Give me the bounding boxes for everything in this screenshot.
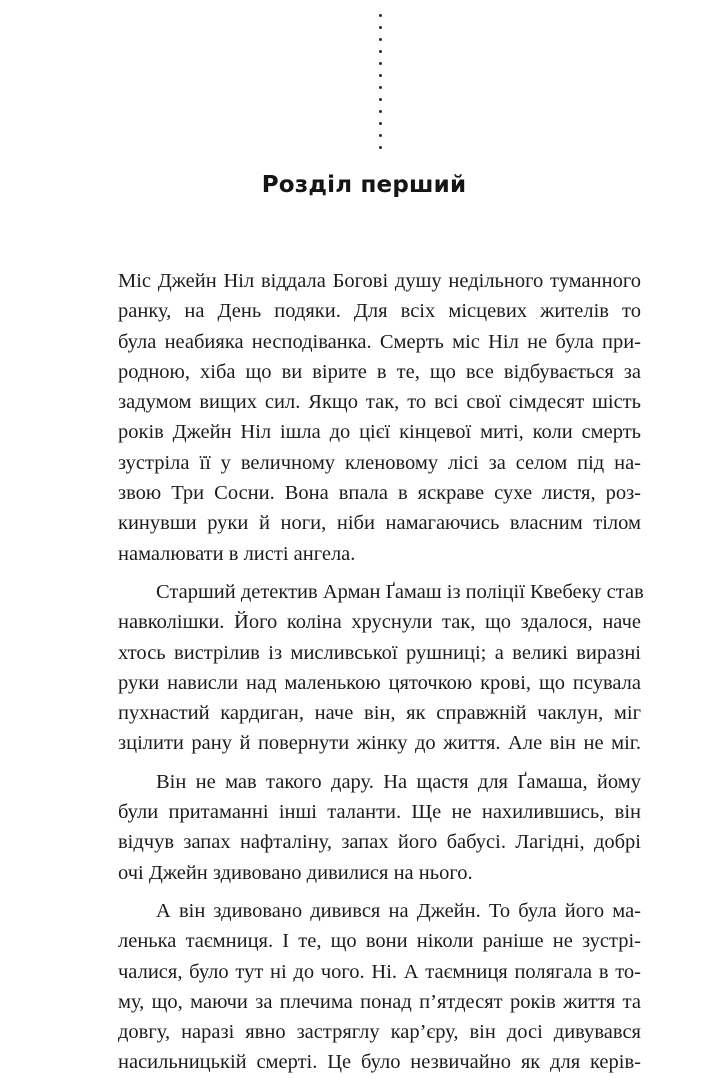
body-text (118, 266, 644, 1078)
text-line: насильницькій смерті. Це було незвичайно як для керів- (118, 1051, 641, 1074)
text-line: пухнастий кардиган, наче він, як справжній чаклун, міг (118, 702, 641, 725)
text-line: Старший детектив Арман Ґамаш із поліції Квебеку став (156, 580, 644, 603)
text-line: Він не мав такого дару. На щастя для Ґамаша, йому (156, 770, 641, 793)
text-line: задумом вищих сил. Якщо так, то всі свої сімдесят шість (118, 391, 641, 414)
text-line: А він здивовано дивився на Джейн. То була його ма- (156, 899, 641, 922)
decorative-dotted-line (377, 14, 383, 164)
text-line: ленька таємниця. І те, що вони ніколи раніше не зустрі- (118, 930, 641, 953)
text-line: зустріла її у величному кленовому лісі за селом під на- (118, 451, 641, 474)
text-line: була неабияка несподіванка. Смерть міс Ніл не була при- (118, 330, 641, 353)
text-line: років Джейн Ніл ішла до цієї кінцевої миті, коли смерть (118, 421, 641, 444)
text-line: відчув запах нафталіну, запах його бабусі. Лагідні, добрі (118, 831, 641, 854)
text-line: хтось вистрілив із мисливської рушниці; а великі виразні (118, 641, 641, 664)
text-line: руки нависли над маленькою цяточкою крові, що псувала (118, 671, 641, 694)
text-line: чалися, було тут ні до чого. Ні. А таємниця полягала в то- (118, 960, 641, 983)
text-line: родною, хіба що ви вірите в те, що все відбувається за (118, 360, 641, 383)
paragraph (118, 266, 641, 569)
text-line: ранку, на День подяки. Для всіх місцевих жителів то (118, 300, 641, 323)
paragraph (118, 577, 644, 759)
paragraph (118, 767, 641, 888)
text-line: Міс Джейн Ніл віддала Богові душу недільного туманного (118, 270, 641, 292)
chapter-title: Розділ перший (261, 172, 467, 198)
text-line: довгу, наразі явно застряглу кар’єру, він досі дивувався (118, 1021, 641, 1044)
text-line: очі Джейн здивовано дивилися на нього. (118, 861, 473, 884)
text-line: кинувши руки й ноги, ніби намагаючись власним тілом (118, 512, 641, 535)
text-line: му, що, маючи за плечима понад п’ятдесят років життя та (118, 990, 641, 1013)
text-line: зцілити рану й повернути жінку до життя. Але він не міг. (118, 732, 641, 755)
text-line: звою Три Сосни. Вона впала в яскраве сухе листя, роз- (118, 482, 641, 505)
text-line: навколішки. Його коліна хруснули так, що здалося, наче (118, 611, 641, 634)
text-line: намалювати в листі ангела. (118, 542, 356, 565)
text-line: були притаманні інші таланти. Ще не нахилившись, він (118, 801, 641, 824)
paragraph (118, 896, 641, 1078)
